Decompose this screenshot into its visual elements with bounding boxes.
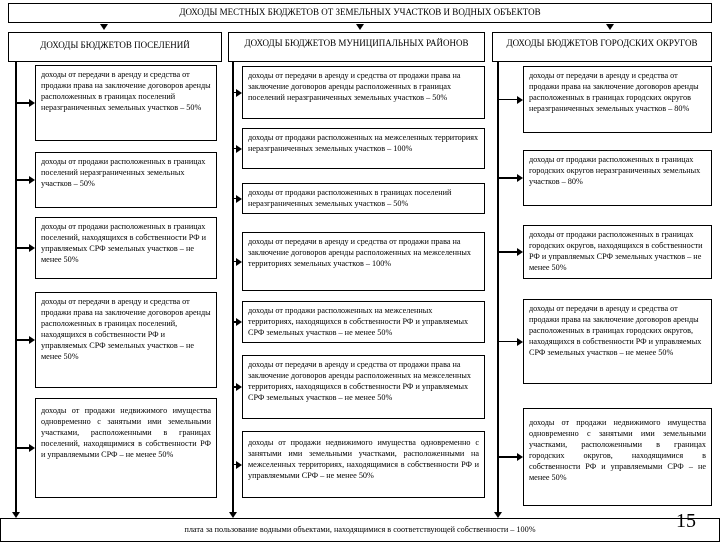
arrow-right-icon	[29, 444, 35, 452]
connector-line	[17, 447, 29, 449]
arrow-right-icon	[517, 174, 523, 182]
arrow-right-icon	[29, 244, 35, 252]
district-item-6: доходы от передачи в аренду и средства от продажи права на заключение договоров аренды расположенных на межселенных территориях, находящихся в собственности РФ и управляемых СРФ земельных участков – не менее 50%	[242, 355, 485, 419]
arrow-right-icon	[236, 461, 242, 469]
arrow-right-icon	[236, 258, 242, 266]
city-item-5: доходы от продажи недвижимого имущества одновременно с занятыми ими земельными участками, расположенными в границах городских округов, находящимися в собственности РФ и управляемыми СРФ – не менее 50%	[523, 408, 712, 506]
arrow-right-icon	[29, 336, 35, 344]
header-city-districts: ДОХОДЫ БЮДЖЕТОВ ГОРОДСКИХ ОКРУГОВ	[492, 32, 712, 62]
arrow-down-icon	[100, 24, 108, 30]
header-municipal-districts: ДОХОДЫ БЮДЖЕТОВ МУНИЦИПАЛЬНЫХ РАЙОНОВ	[228, 32, 485, 62]
connector-line	[497, 62, 499, 514]
arrow-right-icon	[29, 99, 35, 107]
connector-line	[499, 251, 517, 253]
arrow-right-icon	[29, 176, 35, 184]
arrow-right-icon	[517, 248, 523, 256]
district-item-1: доходы от передачи в аренду и средства от продажи права на заключение договоров аренды расположенных в границах поселений неразграниченных земельных участков – 50%	[242, 66, 485, 119]
header-settlements: ДОХОДЫ БЮДЖЕТОВ ПОСЕЛЕНИЙ	[8, 32, 222, 62]
city-item-4: доходы от передачи в аренду и средства от продажи права на заключение договоров аренды расположенных в границах городских округов, находящихся в собственности РФ и управляемых СРФ земельных участков – не менее 50%	[523, 299, 712, 384]
arrow-right-icon	[236, 318, 242, 326]
district-item-2: доходы от продажи расположенных на межселенных территориях неразграниченных земельных участков – 100%	[242, 128, 485, 169]
city-item-1: доходы от передачи в аренду и средства от продажи права на заключение договоров аренды расположенных в границах городских округов неразграниченных земельных участков – 80%	[523, 66, 712, 133]
connector-line	[499, 177, 517, 179]
page-number: 15	[676, 510, 696, 532]
connector-line	[499, 341, 517, 343]
diagram-title: ДОХОДЫ МЕСТНЫХ БЮДЖЕТОВ ОТ ЗЕМЕЛЬНЫХ УЧАСТКОВ И ВОДНЫХ ОБЪЕКТОВ	[8, 3, 712, 23]
arrow-right-icon	[517, 338, 523, 346]
arrow-right-icon	[517, 96, 523, 104]
connector-line	[17, 247, 29, 249]
connector-line	[17, 339, 29, 341]
settlement-item-3: доходы от продажи расположенных в границах поселений, находящихся в собственности РФ и управляемых СРФ земельных участков – не менее 50%	[35, 217, 217, 279]
arrow-right-icon	[236, 89, 242, 97]
settlement-item-2: доходы от продажи расположенных в границах поселений неразграниченных земельных участков – 50%	[35, 152, 217, 208]
connector-line	[499, 99, 517, 101]
arrow-right-icon	[236, 383, 242, 391]
district-item-3: доходы от продажи расположенных в границах поселений неразграниченных земельных участков – 50%	[242, 183, 485, 214]
city-item-3: доходы от продажи расположенных в границах городских округов, находящихся в собственности РФ и управляемых СРФ земельных участков – не менее 50%	[523, 225, 712, 279]
arrow-down-icon	[356, 24, 364, 30]
district-item-7: доходы от продажи недвижимого имущества одновременно с занятыми ими земельными участками, расположенными на межселенных территориях, находящимися в собственности РФ и управляемыми СРФ – не менее 50%	[242, 431, 485, 498]
settlement-item-4: доходы от передачи в аренду и средства от продажи права на заключение договоров аренды расположенных в границах поселений, находящихся в собственности РФ и управляемых СРФ земельных участков – не менее 50%	[35, 292, 217, 388]
connector-line	[232, 62, 234, 514]
arrow-right-icon	[517, 453, 523, 461]
district-item-5: доходы от продажи расположенных на межселенных территориях, находящихся в собственности РФ и управляемых СРФ земельных участков – не менее 50%	[242, 301, 485, 343]
district-item-4: доходы от передачи в аренду и средства от продажи права на заключение договоров аренды расположенных на межселенных территориях земельных участков – 100%	[242, 232, 485, 291]
settlement-item-5: доходы от продажи недвижимого имущества одновременно с занятыми ими земельными участками, расположенными в границах поселений, находящимися в собственности РФ и управляемыми СРФ – не менее 50%	[35, 398, 217, 498]
connector-line	[499, 456, 517, 458]
arrow-right-icon	[236, 145, 242, 153]
arrow-down-icon	[606, 24, 614, 30]
settlement-item-1: доходы от передачи в аренду и средства от продажи права на заключение договоров аренды расположенных в границах поселений неразграниченных земельных участков – 50%	[35, 65, 217, 141]
footer-water-fee: плата за пользование водными объектами, находящимися в соответствующей собственности – 100%	[0, 518, 720, 542]
connector-line	[17, 102, 29, 104]
connector-line	[17, 179, 29, 181]
arrow-right-icon	[236, 195, 242, 203]
city-item-2: доходы от продажи расположенных в границах городских округов неразграниченных земельных участков – 80%	[523, 150, 712, 206]
